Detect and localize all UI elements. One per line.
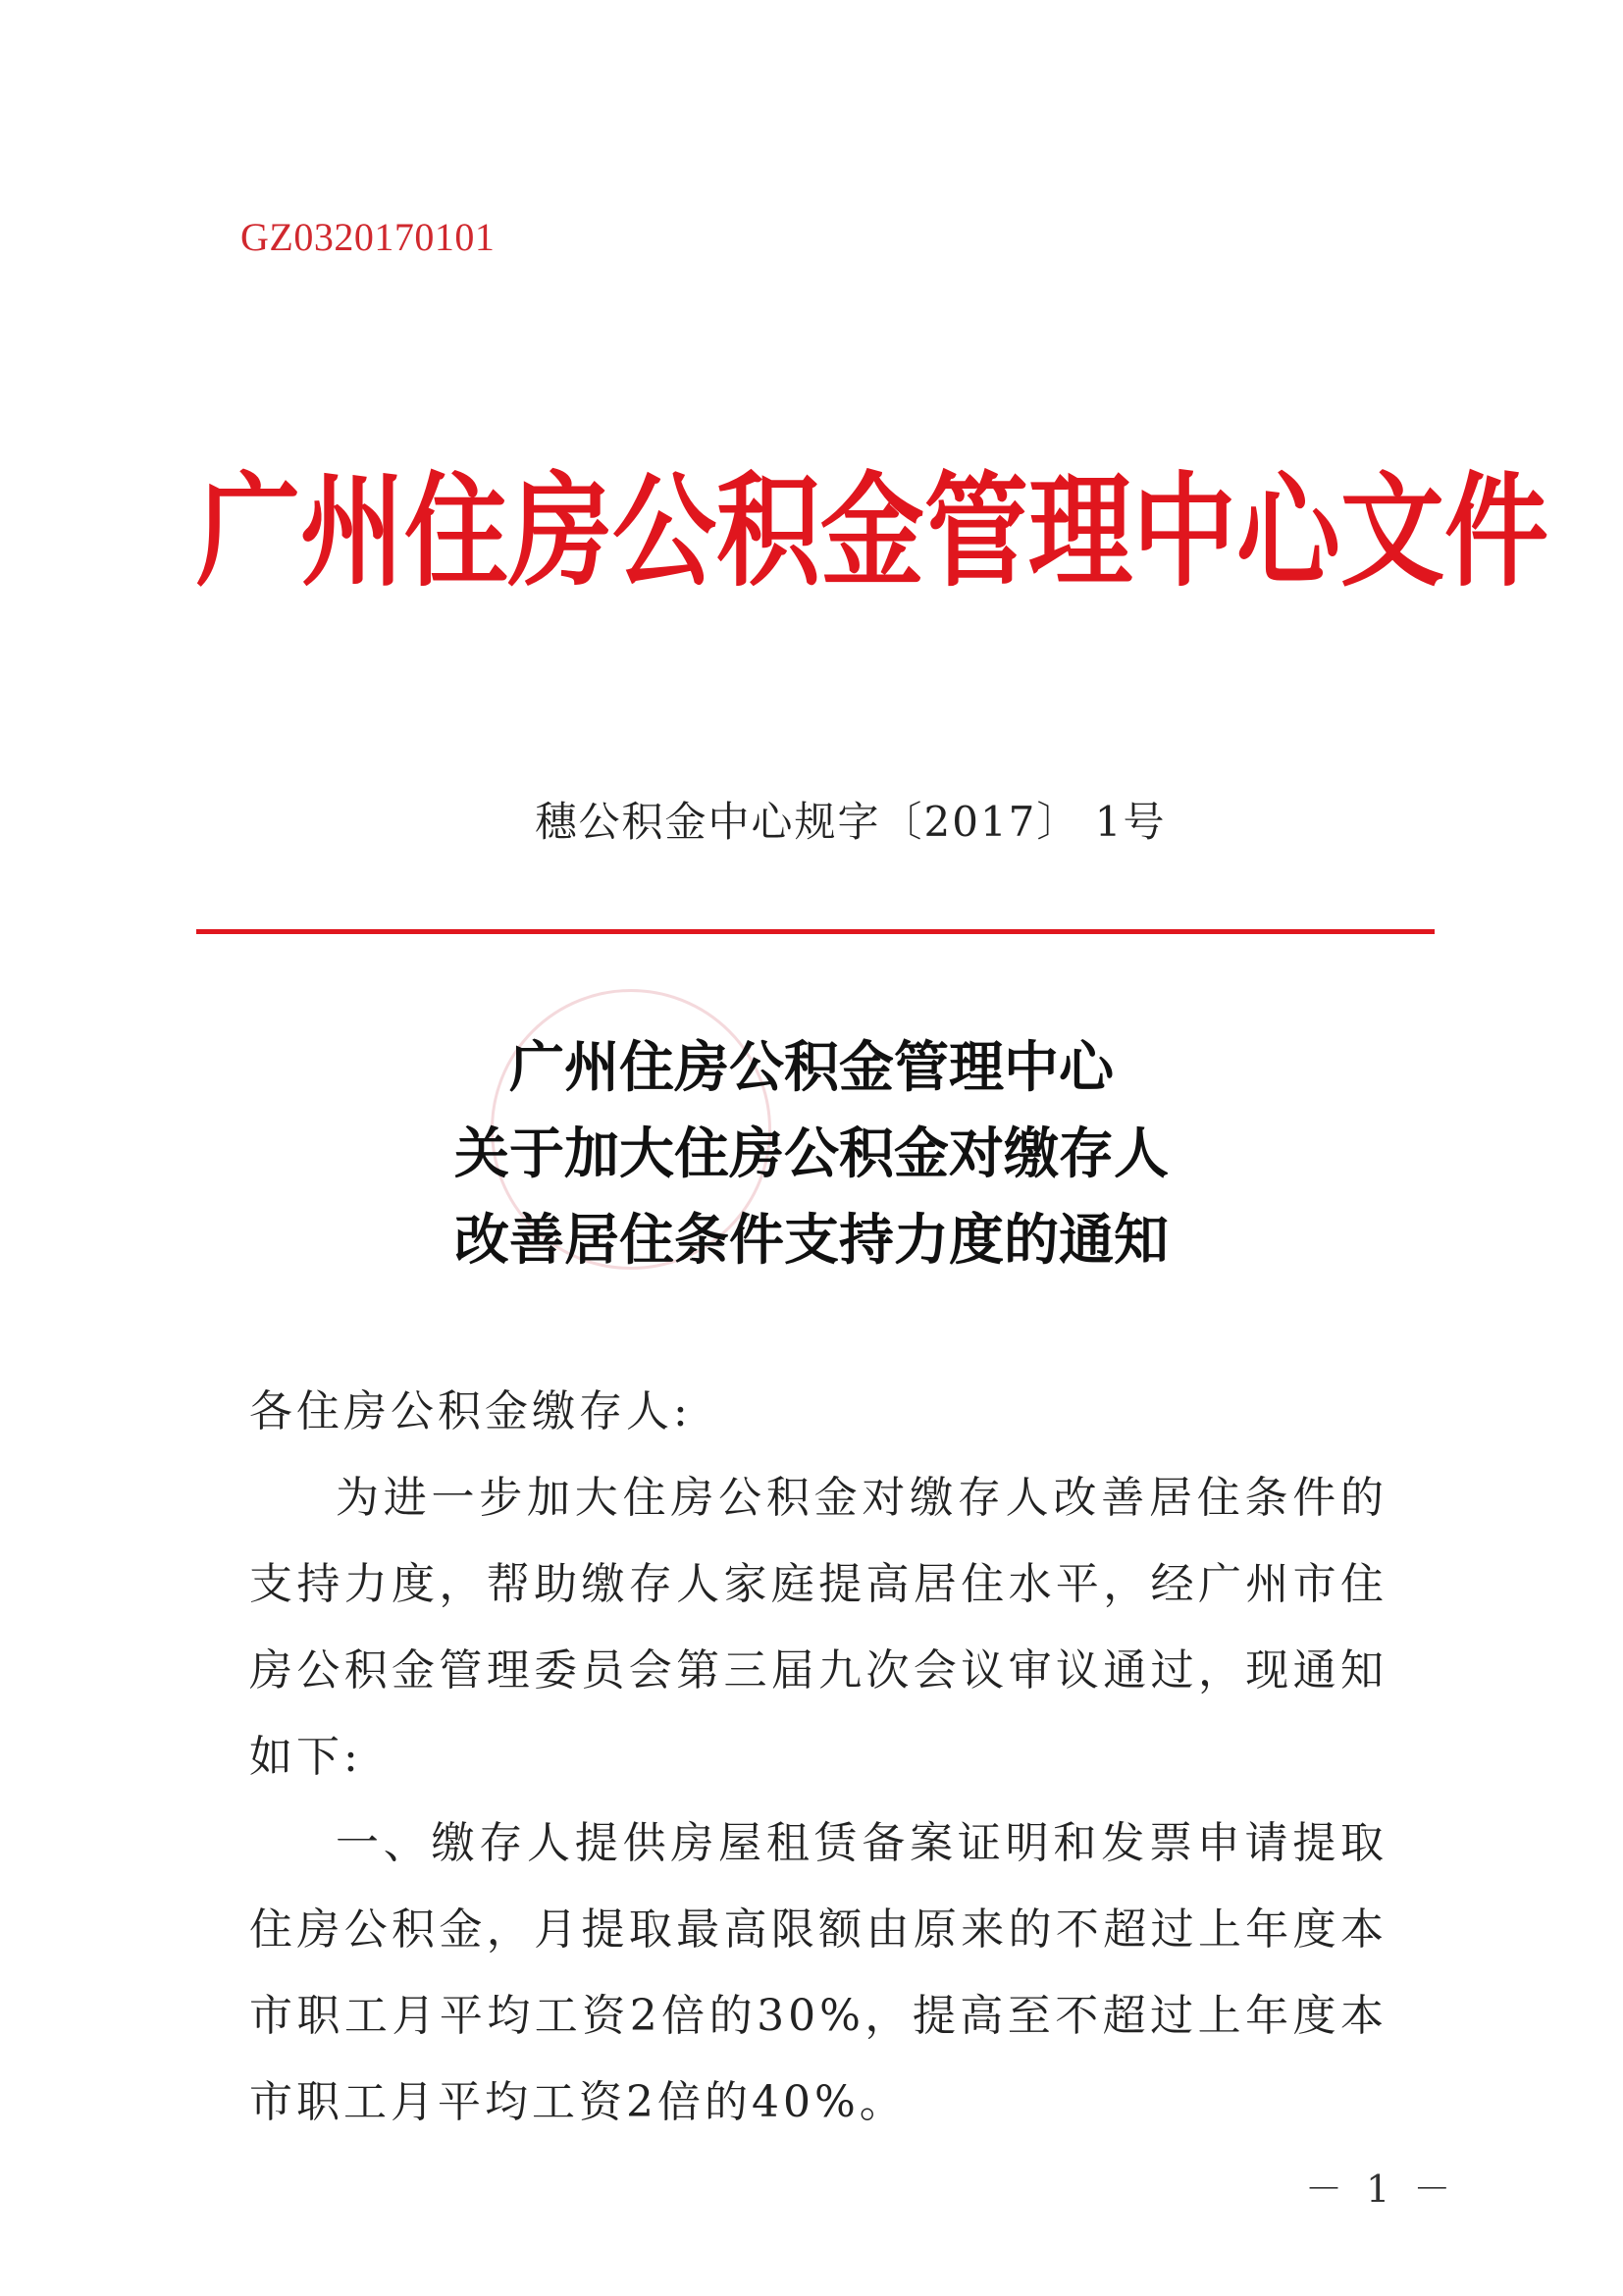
document-number: 穗公积金中心规字〔2017〕 1号 xyxy=(535,798,1167,846)
masthead-char: 住 xyxy=(404,460,508,603)
masthead-char: 文 xyxy=(1340,460,1444,603)
masthead-char: 管 xyxy=(924,460,1028,603)
masthead-char: 心 xyxy=(1236,460,1340,603)
title-line: 广州住房公积金管理中心 xyxy=(509,1036,1114,1100)
title-line: 改善居住条件支持力度的通知 xyxy=(454,1209,1169,1273)
masthead-char: 理 xyxy=(1028,460,1132,603)
masthead-char: 中 xyxy=(1132,460,1236,603)
body-paragraph: 一、缴存人提供房屋租赁备案证明和发票申请提取住房公积金，月提取最高限额由原来的不超过上年度本市职工月平均工资2倍的30%，提高至不超过上年度本市职工月平均工资2倍的40%。 xyxy=(249,1818,1387,2127)
masthead-char: 州 xyxy=(300,460,404,603)
masthead-char: 金 xyxy=(820,460,924,603)
notice-title xyxy=(0,1025,1623,1284)
title-line: 关于加大住房公积金对缴存人 xyxy=(454,1122,1169,1186)
masthead-char: 房 xyxy=(508,460,612,603)
body-paragraph: 为进一步加大住房公积金对缴存人改善居住条件的支持力度，帮助缴存人家庭提高居住水平，经广州市住房公积金管理委员会第三届九次会议审议通过，现通知如下: xyxy=(249,1473,1387,1782)
notice-body xyxy=(249,1369,1387,2146)
salutation: 各住房公积金缴存人: xyxy=(249,1386,692,1436)
masthead-char: 广 xyxy=(196,460,300,603)
red-divider xyxy=(196,929,1435,934)
masthead-char: 件 xyxy=(1444,460,1548,603)
document-code: GZ0320170101 xyxy=(240,215,496,259)
page-number: － 1 － xyxy=(1305,2167,1457,2211)
masthead-char: 公 xyxy=(612,460,716,603)
masthead-char: 积 xyxy=(716,460,820,603)
masthead-title xyxy=(196,460,1548,603)
